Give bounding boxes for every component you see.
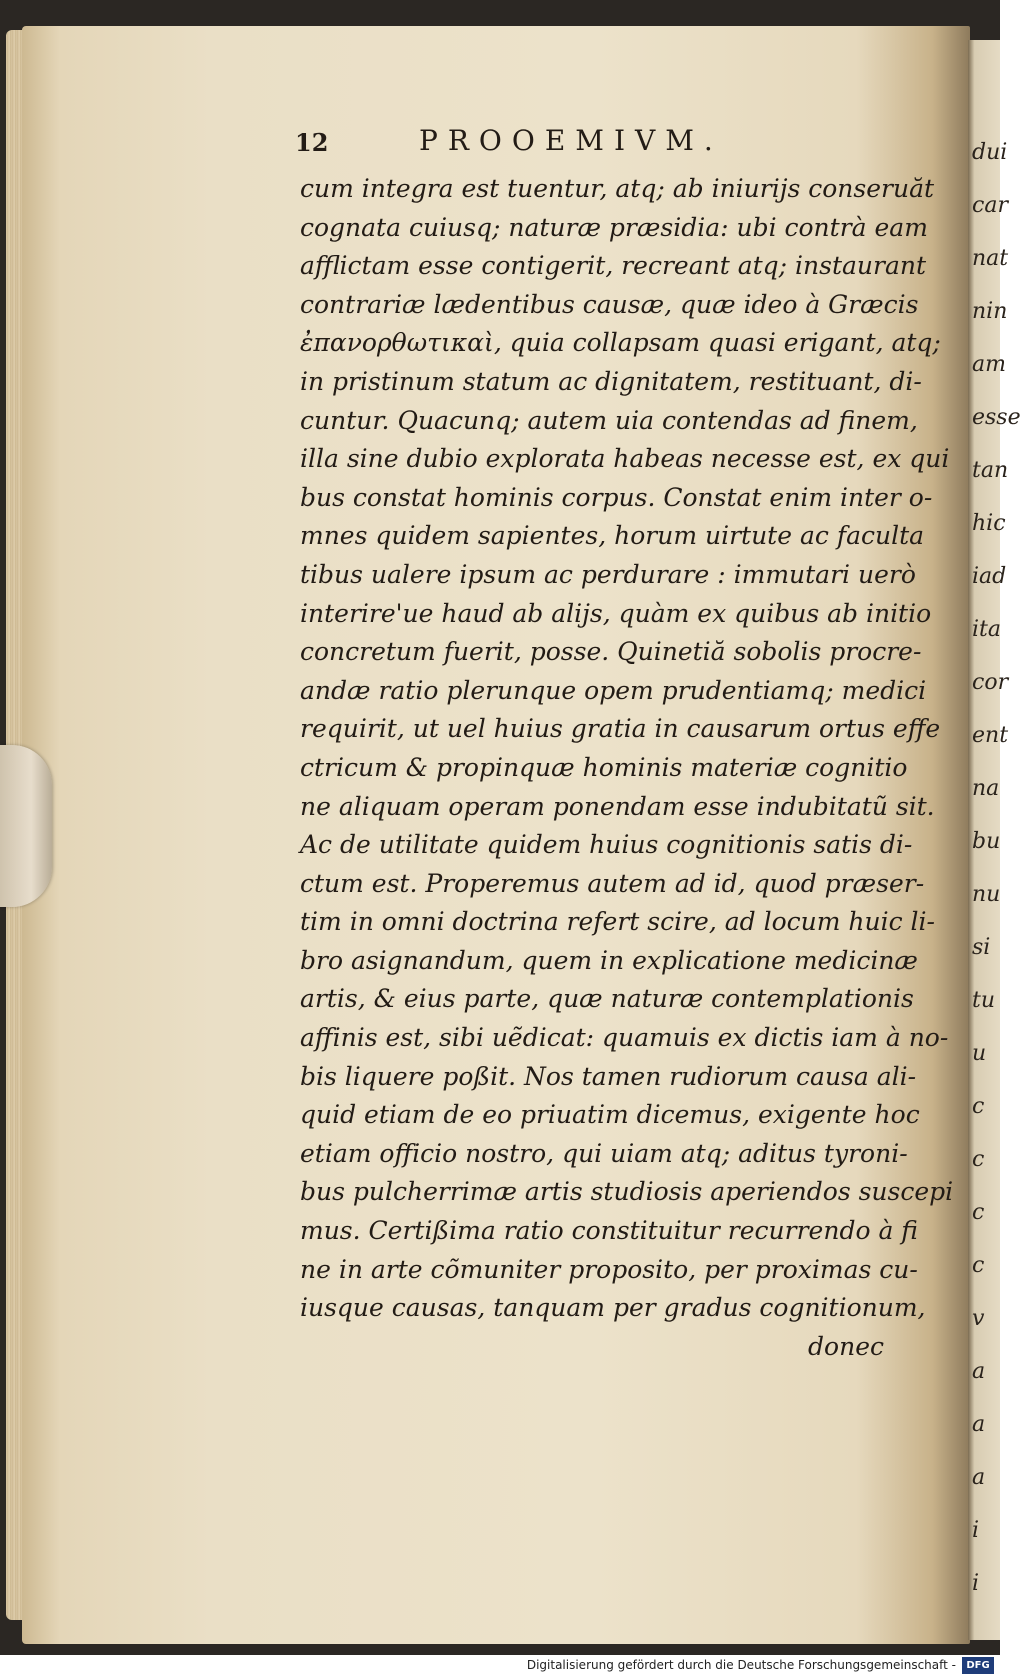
- catchword: donec: [808, 1331, 884, 1361]
- facing-page-fragment: a: [972, 1412, 986, 1437]
- footer-credit: Digitalisierung gefördert durch die Deutsche Forschungsgemeinschaft -: [526, 1658, 956, 1672]
- facing-page-edge: [968, 40, 1021, 1640]
- text-line: cum integra est tuentur, atq; ab iniurijs conseruăt: [300, 174, 935, 203]
- body-text: [300, 170, 954, 1366]
- facing-page-fragment: i: [972, 1571, 980, 1596]
- text-line: in pristinum statum ac dignitatem, restituant, di-: [300, 366, 922, 396]
- facing-page-fragment: dui: [972, 140, 1008, 165]
- facing-page-fragment: cor: [972, 670, 1009, 695]
- text-line: concretum fuerit, posse. Quinetiă sobolis procre-: [300, 637, 922, 667]
- facing-page-fragment: v: [972, 1306, 985, 1331]
- text-line: interire'ue haud ab alijs, quàm ex quibus ab initio: [300, 598, 932, 628]
- facing-page-fragment: u: [972, 1041, 987, 1066]
- facing-page-fragment: ita: [972, 617, 1001, 642]
- text-line: mus. Certißima ratio constituitur recurrendo à fi: [300, 1216, 918, 1246]
- facing-page-fragment: ent: [972, 723, 1009, 748]
- text-line: affinis est, sibi uẽdicat: quamuis ex dictis iam à no-: [300, 1023, 949, 1053]
- facing-page-fragment: tu: [972, 988, 996, 1013]
- text-line: afflictam esse contigerit, recreant atq; instaurant: [300, 251, 927, 281]
- text-line: illa sine dubio explorata habeas necesse est, ex qui: [300, 444, 950, 474]
- text-line: andæ ratio plerunque opem prudentiamq; medici: [300, 675, 927, 705]
- footer-bar: [0, 1655, 1000, 1678]
- facing-page-fragment: nin: [972, 299, 1008, 324]
- text-line: artis, & eius parte, quæ naturæ contemplationis: [300, 984, 914, 1014]
- text-line: ctum est. Properemus autem ad id, quod præser-: [300, 868, 925, 898]
- text-line: Ac de utilitate quidem huius cognitionis satis di-: [300, 830, 913, 860]
- facing-page-fragment: iad: [972, 564, 1007, 589]
- facing-page-fragment: c: [972, 1094, 985, 1119]
- facing-page-fragment: a: [972, 1465, 986, 1490]
- text-line: etiam officio nostro, qui uiam atq; aditus tyroni-: [300, 1138, 908, 1168]
- facing-page-fragment: c: [972, 1147, 985, 1172]
- text-line: bis liquere poßit. Nos tamen rudiorum causa ali-: [300, 1061, 917, 1091]
- facing-page-fragment: si: [972, 935, 991, 960]
- text-line: bro asignandum, quem in explicatione medicinæ: [300, 945, 918, 975]
- facing-page-fragment: car: [972, 193, 1008, 218]
- text-line: mnes quidem sapientes, horum uirtute ac faculta: [300, 521, 925, 551]
- text-line: iusque causas, tanquam per gradus cognitionum,: [300, 1293, 926, 1323]
- text-line: quid etiam de eo priuatim dicemus, exigente hoc: [300, 1100, 920, 1130]
- text-line: contrariæ lædentibus causæ, quæ ideo à Græcis: [300, 289, 919, 319]
- facing-page-fragment: hic: [972, 511, 1006, 536]
- running-title: PROOEMIVM.: [419, 124, 723, 157]
- text-line: bus pulcherrimæ artis studiosis aperiendos suscepi: [300, 1177, 954, 1207]
- text-line: ctricum & propinquæ hominis materiæ cognitio: [300, 752, 908, 782]
- text-line: cuntur. Quacunq; autem uia contendas ad finem,: [300, 405, 918, 435]
- text-line: tim in omni doctrina refert scire, ad locum huic li-: [300, 907, 935, 937]
- text-line: ne aliquam operam ponendam esse indubitatũ sit.: [300, 791, 935, 821]
- facing-page-fragment: c: [972, 1200, 985, 1225]
- facing-page-fragment: a: [972, 1359, 986, 1384]
- page-number: 12: [295, 128, 329, 157]
- page-clip: [0, 745, 52, 907]
- text-line: ἐπανορθωτικαὶ, quia collapsam quasi erigant, atq;: [300, 328, 941, 358]
- facing-page-fragment: tan: [972, 458, 1009, 483]
- text-line: bus constat hominis corpus. Constat enim inter o-: [300, 482, 933, 512]
- facing-page-fragment: nat: [972, 246, 1009, 271]
- facing-page-fragment: c: [972, 1253, 985, 1278]
- facing-page-fragment: na: [972, 776, 1000, 801]
- facing-page-fragment: bu: [972, 829, 1001, 854]
- facing-page-fragment: i: [972, 1518, 980, 1543]
- text-line: ne in arte cõmuniter proposito, per proximas cu-: [300, 1254, 918, 1284]
- facing-page-fragment: esse: [972, 405, 1021, 430]
- text-line: requirit, ut uel huius gratia in causarum ortus effe: [300, 714, 941, 744]
- dfg-logo: DFG: [962, 1657, 994, 1674]
- text-line: cognata cuiusq; naturæ præsidia: ubi contrà eam: [300, 212, 928, 242]
- text-line: tibus ualere ipsum ac perdurare : immutari uerò: [300, 559, 916, 589]
- running-head: [295, 124, 895, 164]
- facing-page-fragment: am: [972, 352, 1006, 377]
- facing-page-fragment: nu: [972, 882, 1001, 907]
